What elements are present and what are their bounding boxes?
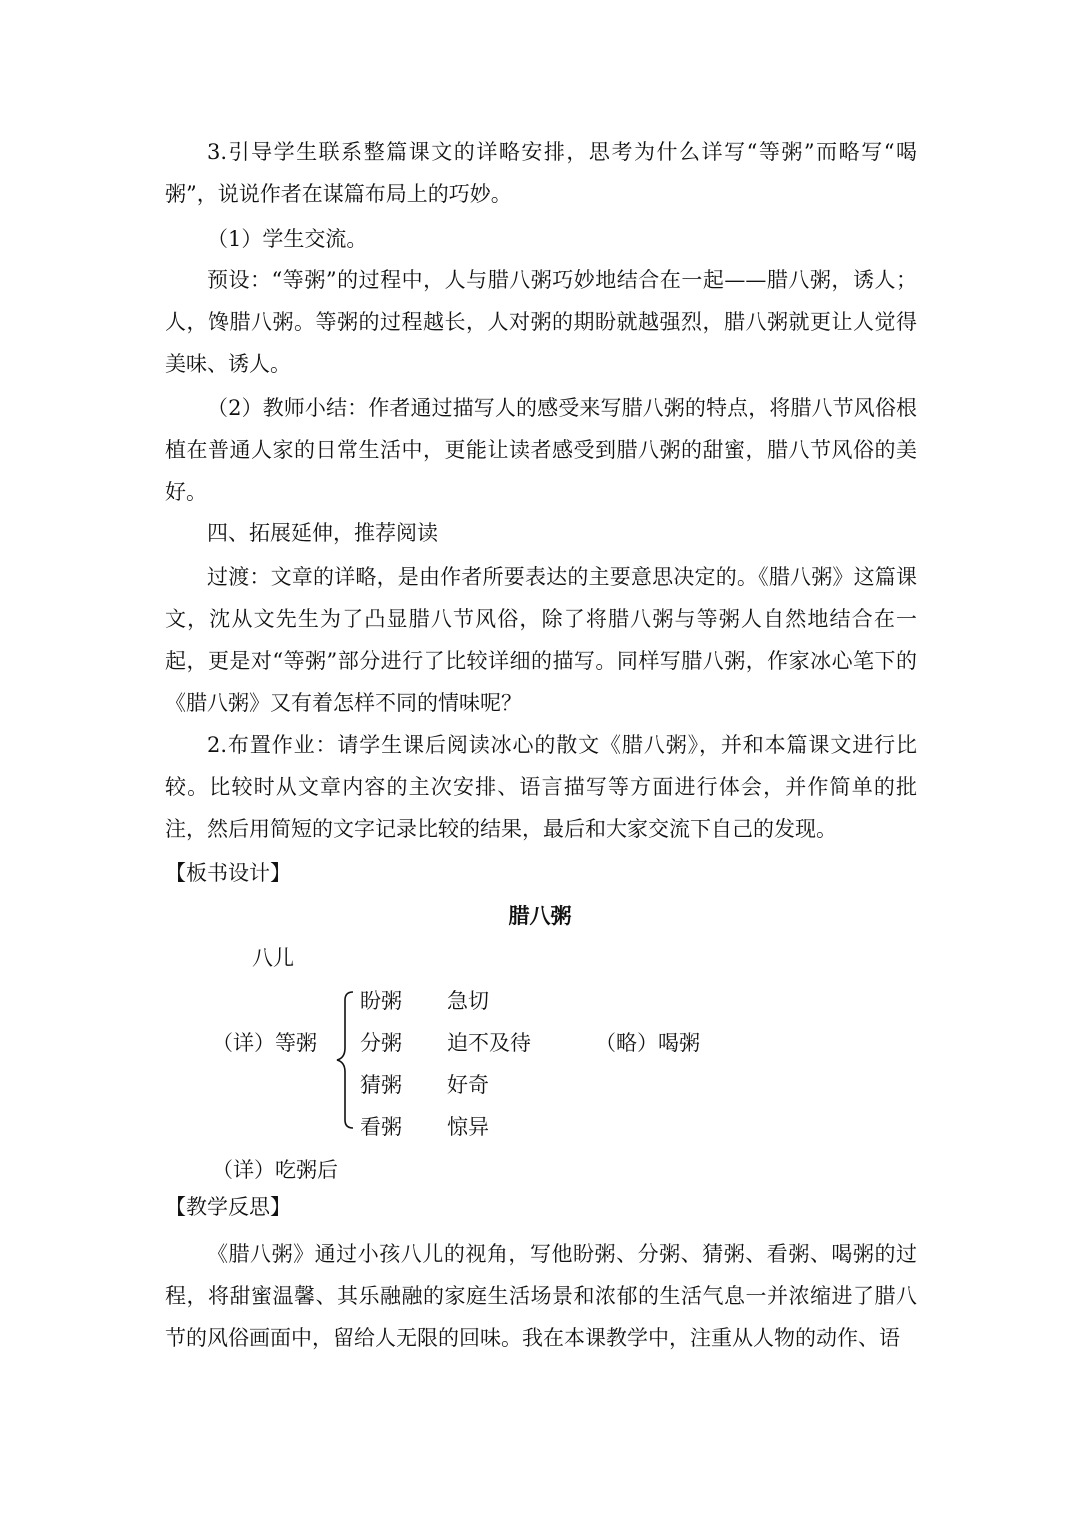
paragraph-transition: 过渡：文章的详略，是由作者所要表达的主要意思决定的。《腊八粥》这篇课文，沈从文先生为了凸显腊八节风俗，除了将腊八粥与等粥人自然地结合在一起，更是对“等粥”部分进行了比较详细的描写。同样写腊八粥，作家冰心笔下的《腊八粥》又有着怎样不同的情味呢？ xyxy=(165,565,917,715)
board-right-label: （略）喝粥 xyxy=(595,1031,700,1055)
board-character: 八儿 xyxy=(252,946,294,970)
board-title: 腊八粥 xyxy=(508,904,572,928)
board-feeling: 迫不及待 xyxy=(447,1031,531,1055)
paragraph-step-3: 3.引导学生联系整篇课文的详略安排，思考为什么详写“等粥”而略写“喝粥”，说说作者在谋篇布局上的巧妙。 xyxy=(165,140,917,206)
curly-brace-icon xyxy=(335,990,357,1130)
board-action: 猜粥 xyxy=(360,1073,402,1097)
board-action: 看粥 xyxy=(360,1115,402,1139)
board-action: 盼粥 xyxy=(360,989,402,1013)
board-left-label: （详）等粥 xyxy=(212,1031,317,1055)
board-feeling: 急切 xyxy=(447,989,489,1013)
board-design-heading: 【板书设计】 xyxy=(165,861,291,885)
paragraph-teacher-summary: （2）教师小结：作者通过描写人的感受来写腊八粥的特点，将腊八节风俗根植在普通人家的日常生活中，更能让读者感受到腊八粥的甜蜜，腊八节风俗的美好。 xyxy=(165,396,917,504)
board-feeling: 好奇 xyxy=(447,1073,489,1097)
board-action: 分粥 xyxy=(360,1031,402,1055)
paragraph-homework: 2.布置作业：请学生课后阅读冰心的散文《腊八粥》，并和本篇课文进行比较。比较时从文章内容的主次安排、语言描写等方面进行体会，并作简单的批注，然后用简短的文字记录比较的结果，最后和大家交流下自己的发现。 xyxy=(165,733,917,841)
board-bottom-label: （详）吃粥后 xyxy=(212,1158,338,1182)
paragraph-reflection: 《腊八粥》通过小孩八儿的视角，写他盼粥、分粥、猜粥、看粥、喝粥的过程，将甜蜜温馨、其乐融融的家庭生活场景和浓郁的生活气息一并浓缩进了腊八节的风俗画面中，留给人无限的回味。我在本课教学中，注重从人物的动作、语 xyxy=(165,1242,917,1350)
board-feeling: 惊异 xyxy=(447,1115,489,1139)
section-heading-extension: 四、拓展延伸，推荐阅读 xyxy=(207,521,438,545)
paragraph-preset: 预设：“等粥”的过程中，人与腊八粥巧妙地结合在一起——腊八粥，诱人；人，馋腊八粥。等粥的过程越长，人对粥的期盼就越强烈，腊八粥就更让人觉得美味、诱人。 xyxy=(165,268,917,376)
paragraph-student-exchange: （1）学生交流。 xyxy=(207,227,368,251)
teaching-reflection-heading: 【教学反思】 xyxy=(165,1195,291,1219)
